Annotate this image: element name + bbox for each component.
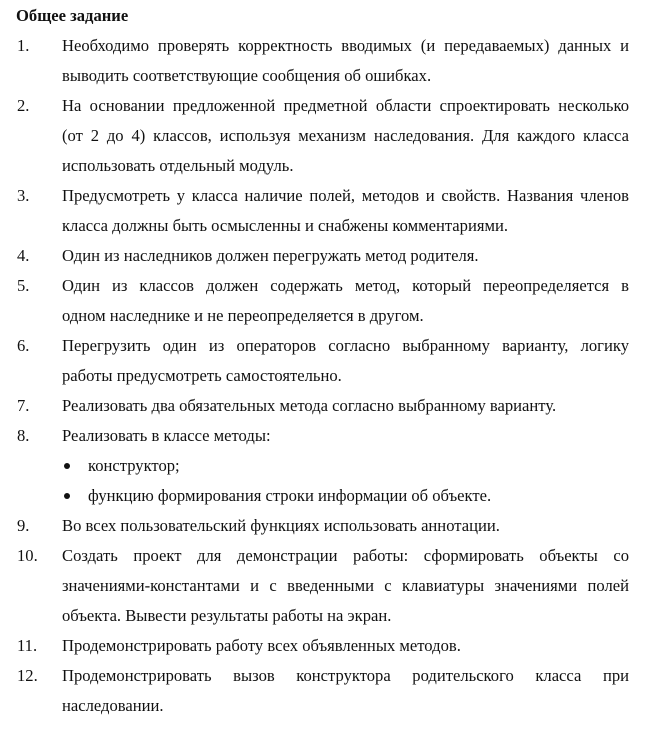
text-line: Необходимо проверять корректность вводимых (и передаваемых) данных и (62, 36, 629, 55)
list-item-number: 12. (17, 666, 38, 685)
list-item-text (62, 91, 629, 181)
text-line: Один из наследников должен перегружать метод родителя. (62, 246, 479, 265)
text-line: Продемонстрировать работу всех объявленных методов. (62, 636, 461, 655)
text-line: Перегрузить один из операторов согласно выбранному варианту, логику (62, 336, 629, 355)
list-item-text (62, 181, 629, 241)
text-line: выводить соответствующие сообщения об ошибках. (62, 66, 432, 85)
text-line: работы предусмотреть самостоятельно. (62, 366, 342, 385)
text-line: На основании предложенной предметной области спроектировать несколько (62, 96, 629, 115)
bullet-item (0, 451, 648, 481)
list-item-number: 10. (17, 546, 38, 565)
text-line: Продемонстрировать вызов конструктора родительского класса при (62, 666, 629, 685)
text-line: наследовании. (62, 696, 164, 715)
text-line: одном наследнике и не переопределяется в другом. (62, 306, 424, 325)
list-item-text (62, 31, 629, 91)
list-item-text (62, 631, 629, 661)
list-item-text (62, 511, 629, 541)
text-line: Реализовать в классе методы: (62, 426, 271, 445)
list-item-number: 7. (17, 396, 30, 415)
text-line: (от 2 до 4) классов, используя механизм наследования. Для каждого класса (62, 126, 629, 145)
bullet-dot-icon (64, 493, 70, 499)
list-item-text (62, 421, 629, 451)
list-item-text (62, 661, 629, 721)
bullet-text: конструктор; (88, 456, 180, 475)
text-line: значениями-константами и с введенными с клавиатуры значениями полей (62, 576, 629, 595)
text-line: класса должны быть осмысленны и снабжены комментариями. (62, 216, 509, 235)
text-line: Реализовать два обязательных метода согласно выбранному варианту. (62, 396, 557, 415)
list-item-number: 3. (17, 186, 30, 205)
list-item-text (62, 271, 629, 331)
list-item-text (62, 541, 629, 631)
bullet-text: функцию формирования строки информации об объекте. (88, 486, 492, 505)
text-line: Создать проект для демонстрации работы: сформировать объекты со (62, 546, 629, 565)
list-item-text (62, 331, 629, 391)
text-line: Во всех пользовательский функциях использовать аннотации. (62, 516, 500, 535)
list-item-text (62, 391, 629, 421)
list-item-number: 9. (17, 516, 30, 535)
list-item-number: 11. (17, 636, 38, 655)
section-heading: Общее задание (16, 6, 129, 25)
list-item-number: 6. (17, 336, 30, 355)
list-item-number: 2. (17, 96, 30, 115)
list-item-text (62, 241, 629, 271)
text-line: объекта. Вывести результаты работы на экран. (62, 606, 392, 625)
list-item-number: 8. (17, 426, 30, 445)
bullet-item (0, 481, 648, 511)
text-line: использовать отдельный модуль. (62, 156, 294, 175)
text-line: Один из классов должен содержать метод, который переопределяется в (62, 276, 629, 295)
list-item-number: 5. (17, 276, 30, 295)
list-item-number: 4. (17, 246, 30, 265)
text-line: Предусмотреть у класса наличие полей, методов и свойств. Названия членов (62, 186, 629, 205)
bullet-dot-icon (64, 463, 70, 469)
list-item-number: 1. (17, 36, 30, 55)
